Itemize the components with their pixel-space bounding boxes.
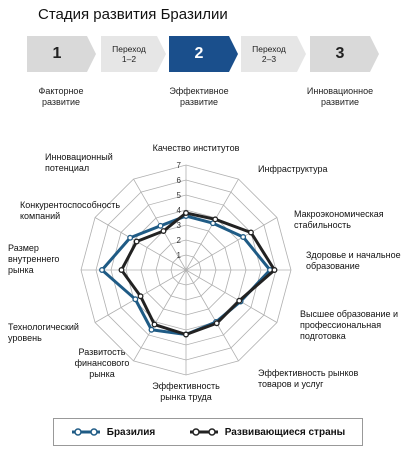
- stage-transition-2-3: Переход 2–3: [241, 36, 297, 72]
- axis-label: Эффективность рынков товаров и услуг: [258, 368, 359, 389]
- data-point-emerging: [237, 298, 242, 303]
- data-point-emerging: [184, 332, 189, 337]
- axis-label: Размер внутреннего рынка: [8, 243, 60, 275]
- legend-label-emerging: Развивающиеся страны: [224, 426, 346, 438]
- data-point-emerging: [272, 268, 277, 273]
- data-point-emerging: [249, 230, 254, 235]
- axis-label: Конкурентоспособность компаний: [20, 200, 121, 221]
- legend-label-brazil: Бразилия: [106, 426, 156, 438]
- stage-caption-innovation: Инновационное развитие: [306, 86, 374, 107]
- stage-1: 1: [27, 36, 87, 72]
- data-point-emerging: [134, 239, 139, 244]
- stage-3: 3: [310, 36, 370, 72]
- data-point-emerging: [152, 322, 157, 327]
- data-point-brazil: [100, 268, 105, 273]
- tick-label: 2: [176, 236, 181, 245]
- axis-label: Инновационный потенциал: [45, 152, 113, 173]
- page-title: Стадия развития Бразилии: [38, 6, 228, 23]
- legend-swatch-brazil: [71, 427, 101, 437]
- data-point-brazil: [128, 235, 133, 240]
- data-point-brazil: [133, 297, 138, 302]
- axis-label: Здоровье и начальное образование: [306, 250, 401, 271]
- tick-label: 4: [176, 206, 181, 215]
- tick-label: 3: [176, 221, 181, 230]
- tick-label: 1: [176, 251, 181, 260]
- data-point-brazil: [149, 327, 154, 332]
- legend-item-emerging: [189, 427, 346, 438]
- data-point-brazil: [158, 224, 163, 229]
- data-point-brazil: [241, 235, 246, 240]
- stage-caption-efficiency: Эффективное развитие: [169, 86, 229, 107]
- data-point-emerging: [214, 321, 219, 326]
- axis-label: Макроэкономическая стабильность: [294, 209, 384, 230]
- axis-label: Технологический уровень: [8, 322, 79, 343]
- axis-label: Инфраструктура: [258, 164, 328, 174]
- stage-2: 2: [169, 36, 229, 72]
- data-point-emerging: [161, 229, 166, 234]
- tick-label: 7: [176, 161, 181, 170]
- legend-item-brazil: [71, 427, 155, 438]
- axis-label: Развитость финансового рынка: [74, 347, 130, 379]
- tick-label: 6: [176, 176, 181, 185]
- stage-transition-1-2: Переход 1–2: [101, 36, 157, 72]
- tick-label: 5: [176, 191, 181, 200]
- data-point-emerging: [138, 294, 143, 299]
- data-point-emerging: [213, 217, 218, 222]
- axis-label: Качество институтов: [152, 143, 240, 153]
- data-point-emerging: [119, 268, 124, 273]
- axis-label: Высшее образование и профессиональная подготовка: [300, 309, 399, 341]
- chart-legend: [53, 418, 363, 446]
- legend-swatch-emerging: [189, 427, 219, 437]
- stage-caption-factor: Факторное развитие: [38, 86, 84, 107]
- data-point-emerging: [184, 211, 189, 216]
- axis-label: Эффективность рынка труда: [152, 381, 220, 402]
